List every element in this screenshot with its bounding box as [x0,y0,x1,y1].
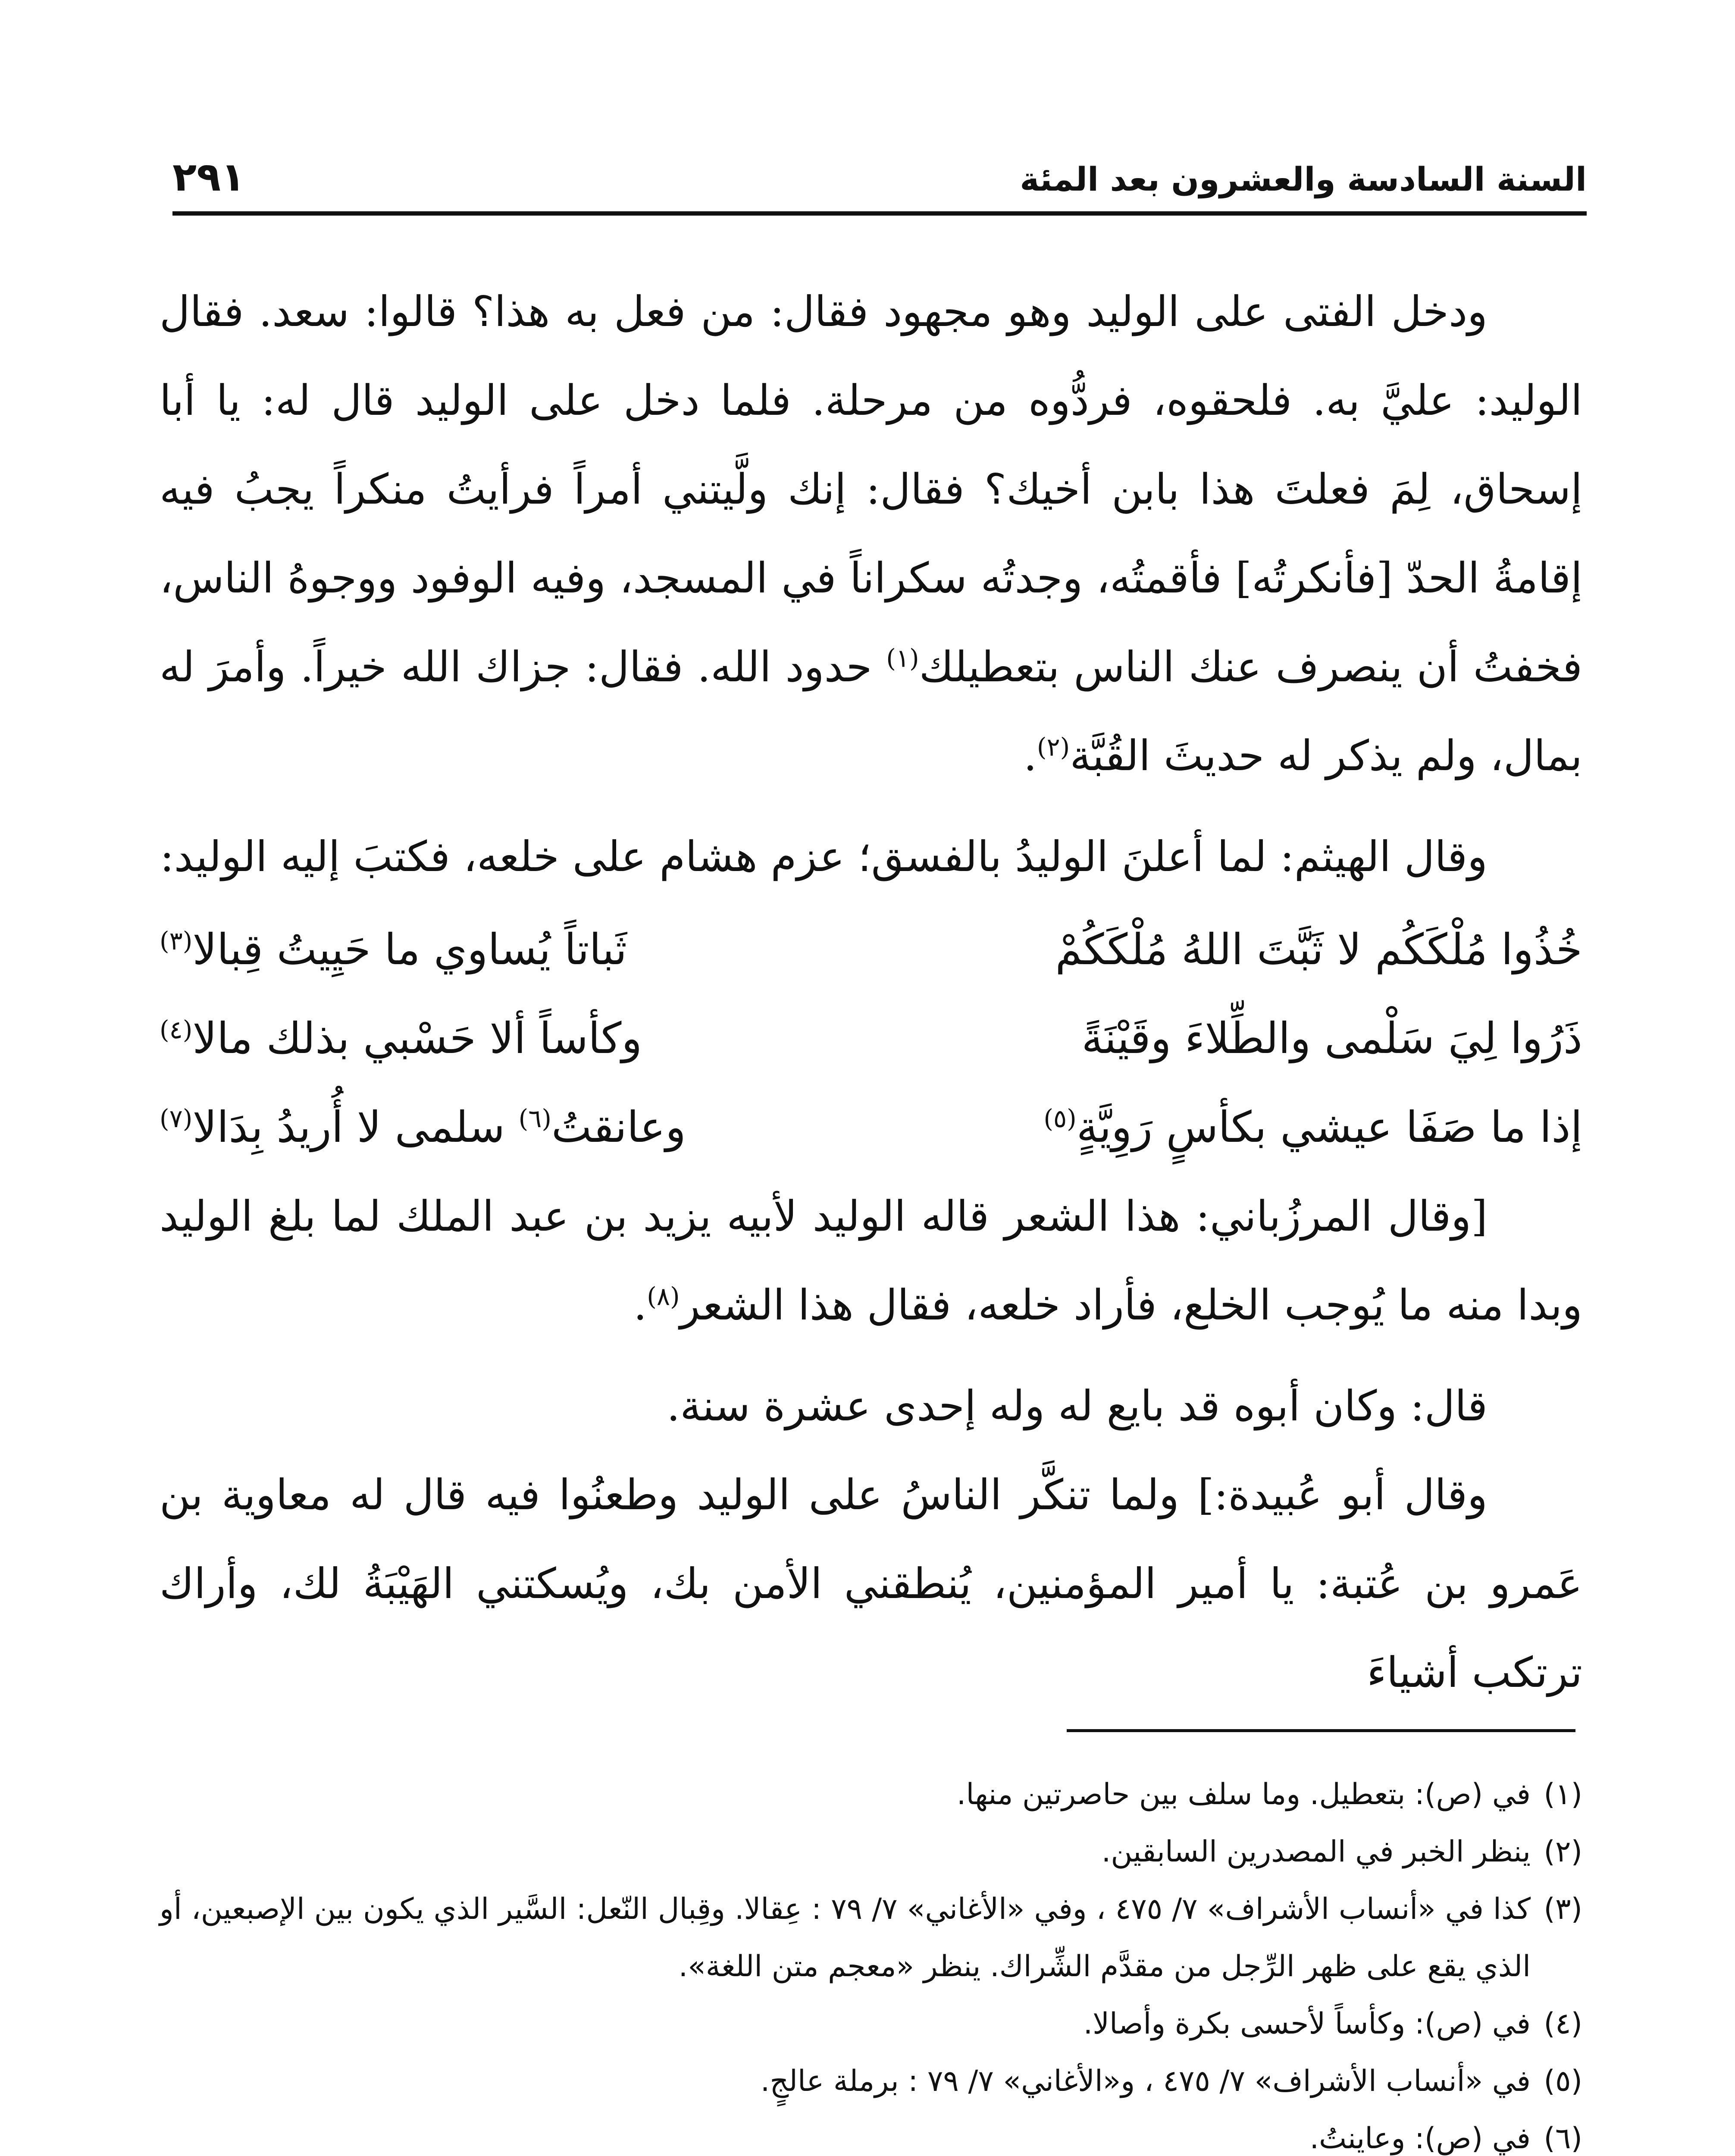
verse-3 [160,1083,1582,1172]
footnote-ref-1: (١) [886,643,919,673]
paragraph-4: قال: وكان أبوه قد بايع له وله إحدى عشرة سنة. [667,1382,1488,1430]
paragraph-2: وقال الهيثم: لما أعلنَ الوليدُ بالفسق؛ عزم هشام على خلعه، فكتبَ إليه الوليد: [160,832,1488,881]
footnote: (٦) في (ص): وعاينتُ. [1309,2122,1582,2156]
verse-2 [160,994,1582,1083]
verse-3-second-hemistich: وعانقتُ$^{(٦)}$ سلمى لا أُريدُ بِدَالا$^{(٧)}$ [160,1103,686,1152]
footnote: (٥) في «أنساب الأشراف» ٧/ ٤٧٥ ، و«الأغاني» ٧/ ٧٩ : برملة عالجٍ. [760,2064,1582,2098]
footnote-ref-2: (٢) [1037,732,1070,762]
footnote: (٤) في (ص): وكأساً لأحسى بكرة وأصالا. [1083,2007,1582,2041]
verse-2-first-hemistich: ذَرُوا لِيَ سَلْمى والطِّلاءَ وقَيْنَةً [1081,1014,1582,1063]
footnote-ref-6: (٦) [518,1104,552,1133]
footnote: (٢) ينظر الخبر في المصدرين السابقين. [1101,1835,1582,1869]
verse-3-first-hemistich: إذا ما صَفَا عيشي بكأسٍ رَوِيَّةٍ$^{(٥)}$ [1043,1103,1582,1152]
footnote-ref-5: (٥) [1043,1104,1077,1133]
verse-1-first-hemistich: خُذُوا مُلْكَكُم لا ثَبَّتَ اللهُ مُلْكَكُمْ [1055,925,1582,975]
page-number: ٢٩١ [172,154,245,200]
footnote-separator [1067,1729,1575,1732]
page-header [172,142,1587,216]
paragraph-5: وقال أبو عُبيدة:] ولما تنكَّر الناسُ على الوليد وطعنُوا فيه قال له معاوية بن عَمرو بن عُتبة: يا أمير المؤمنين، يُنطقني الأمن بك، ويُسكتني الهَيْبَةُ لك، وأراك ترتكب أشياءَ [160,1470,1582,1697]
paragraph-1: ودخل الفتى على الوليد وهو مجهود فقال: من فعل به هذا؟ قالوا: سعد. فقال الوليد: عليَّ به. فلحقوه، فردُّوه من مرحلة. فلما دخل على الوليد قال له: يا أبا إسحاق، لِمَ فعلتَ هذا بابن أخيك؟ فقال: إنك ولَّيتني أمراً فرأيتُ منكراً يجبُ فيه إقامةُ الحدّ [فأنكرتُه] فأقمتُه، وجدتُه سكراناً في المسجد، وفيه الوفود ووجوهُ الناس، فخفتُ أن ينصرف عنك الناس بتعطيلك$^{(١)}$ حدود الله. فقال: جزاك الله خيراً. وأمرَ له بمال، ولم يذكر له حديثَ القُبَّة$^{(٢)}$. [160,287,1582,780]
footnote-ref-7: (٧) [160,1104,193,1133]
running-title: السنة السادسة والعشرون بعد المئة [1020,160,1587,198]
verse-1-second-hemistich: ثَباتاً يُساوي ما حَيِيتُ قِبالا$^{(٣)}$ [160,925,627,975]
main-text [160,267,1582,1717]
verse-1 [160,906,1582,994]
footnote-ref-8: (٨) [647,1282,680,1311]
footnotes [160,1766,1582,2156]
footnote-ref-3: (٣) [160,926,193,956]
footnote: (٣) كذا في «أنساب الأشراف» ٧/ ٤٧٥ ، وفي «الأغاني» ٧/ ٧٩ : عِقالا. وقِبال النّعل: السَّير الذي يكون بين الإصبعين، أو الذي يقع على ظهر الرِّجل من مقدَّم الشِّراك. ينظر «معجم متن اللغة». [160,1892,1582,1984]
verse-2-second-hemistich: وكأساً ألا حَسْبي بذلك مالا$^{(٤)}$ [160,1014,642,1063]
footnote-ref-4: (٤) [160,1015,193,1044]
paragraph-3: [وقال المرزُباني: هذا الشعر قاله الوليد لأبيه يزيد بن عبد الملك لما بلغ الوليد وبدا منه ما يُوجب الخلع، فأراد خلعه، فقال هذا الشعر$^{(٨)}$. [160,1192,1582,1329]
poem [160,906,1582,1172]
footnote: (١) في (ص): بتعطيل. وما سلف بين حاصرتين منها. [956,1777,1582,1811]
